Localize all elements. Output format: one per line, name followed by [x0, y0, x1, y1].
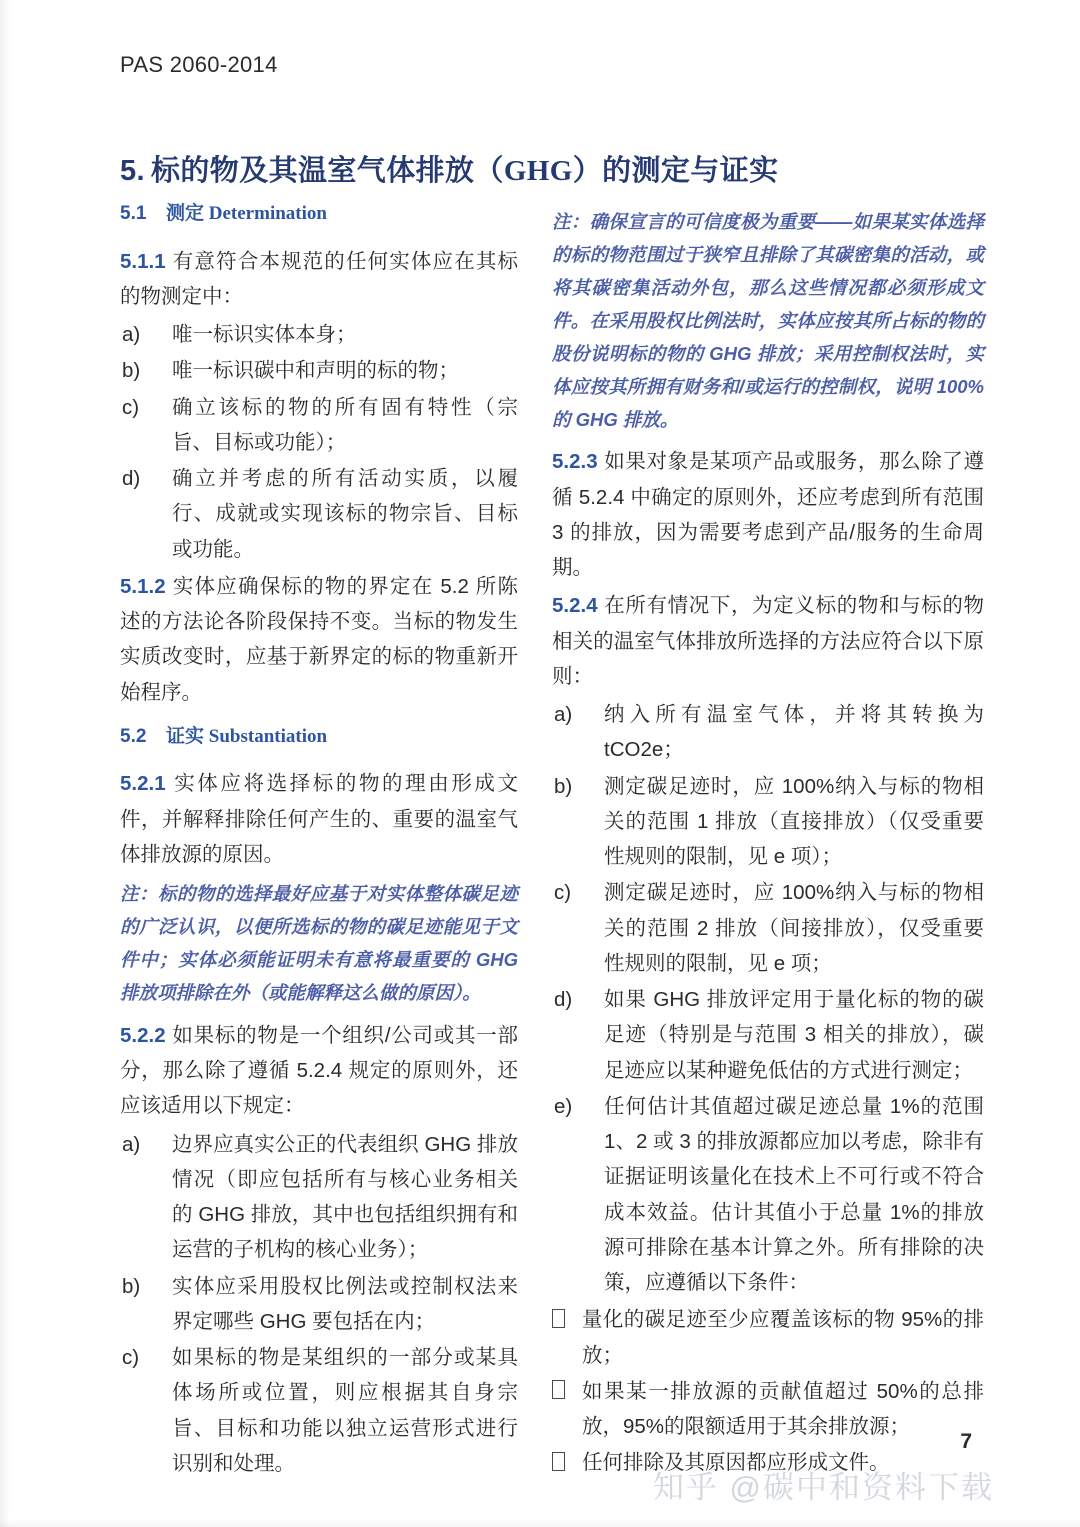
paragraph-number: 5.1.1: [120, 249, 166, 273]
running-head: PAS 2060-2014: [120, 52, 278, 77]
list-item-text: 任何估计其值超过碳足迹总量 1%的范围 1、2 或 3 的排放源都应加以考虑，除非有证据证明该量化在技术上不可行或不符合成本效益。估计其值小于总量 1%的排放源可排除在基本计算之外。所有排除的决策，应遵循以下条件：: [604, 1094, 984, 1295]
list-item: [552, 769, 984, 875]
list-item-text: 边界应真实公正的代表组织 GHG 排放情况（即应包括所有与核心业务相关的 GHG 排放，其中也包括组织拥有和运营的子机构的核心业务）；: [172, 1132, 518, 1262]
chapter-number: 5.: [120, 155, 145, 188]
list-item-text: 唯一标识实体本身；: [172, 323, 357, 347]
list-marker: c): [122, 1346, 140, 1370]
section-title-en-text: Substantiation: [208, 725, 328, 747]
section-number: 5.2: [120, 725, 147, 747]
list-marker: a): [122, 1132, 141, 1156]
list-item: [120, 461, 518, 567]
list-5-1-1: [120, 317, 518, 567]
chapter-title-after: ）的测定与证实: [572, 155, 779, 188]
list-marker: c): [122, 395, 140, 419]
list-marker: b): [554, 774, 573, 798]
two-column-body: [0, 200, 1080, 1483]
chapter-title-before: 标的物及其温室气体排放（: [151, 155, 504, 188]
paragraph-text: 在所有情况下，为定义标的物和与标的物相关的温室气体排放所选择的方法应符合以下原则：: [552, 594, 984, 688]
list-item-text: 实体应采用股权比例法或控制权法来界定哪些 GHG 要包括在内；: [172, 1274, 518, 1333]
paragraph-number: 5.2.3: [552, 450, 598, 474]
list-5-2-2: [120, 1127, 518, 1482]
tofu-box-icon: [552, 1452, 565, 1471]
paragraph-text: 实体应将选择标的物的理由形成文件，并解释排除任何产生的、重要的温室气体排放源的原因。: [120, 772, 518, 866]
list-item: [120, 1340, 518, 1481]
paragraph-number: 5.2.2: [120, 1023, 166, 1047]
list-marker: a): [122, 323, 141, 347]
list-item: [552, 982, 984, 1088]
tofu-box-icon: [552, 1309, 565, 1328]
note-5-2-1: 注：标的物的选择最好应基于对实体整体碳足迹的广泛认识，以便所选标的物的碳足迹能见于文件中；实体必须能证明未有意将最重要的 GHG 排放项排除在外（或能解释这么做的原因）。: [120, 883, 518, 1003]
paragraph-5-2-2: [120, 1018, 518, 1124]
list-item: [552, 697, 984, 768]
list-marker: a): [554, 703, 573, 727]
list-item-text: 测定碳足迹时，应 100%纳入与标的物相关的范围 1 排放（直接排放）（仅受重要性规则的限制，见 e 项）；: [604, 774, 984, 869]
list-item: [120, 390, 518, 461]
list-item-text: 如果标的物是某组织的一部分或某具体场所或位置，则应根据其自身宗旨、目标和功能以独立运营形式进行识别和处理。: [172, 1346, 518, 1475]
list-marker: b): [122, 359, 141, 383]
sublist-5-2-4-e: [552, 1302, 984, 1480]
section-title-cn: 证实: [166, 725, 205, 747]
list-marker: b): [122, 1274, 141, 1298]
section-number: 5.1: [120, 203, 147, 224]
paragraph-text: 实体应确保标的物的界定在 5.2 所陈述的方法论各阶段保持不变。当标的物发生实质改变时，应基于新界定的标的物重新开始程序。: [120, 574, 518, 704]
list-item: [120, 1127, 518, 1268]
note-top: 注：确保宣言的可信度极为重要——如果某实体选择的标的物范围过于狭窄且排除了其碳密集的活动，或将其碳密集活动外包，那么这些情况都必须形成文件。在采用股权比例法时，实体应按其所占标的物的股份说明标的物的 GHG 排放；采用控制权法时，实体应按其所拥有财务和/或运行的控制权，说明 100%的 GHG 排放。: [552, 211, 984, 430]
section-heading-5-2: [120, 723, 518, 751]
chapter-title-ghg: GHG: [503, 155, 573, 188]
paragraph-text: 如果对象是某项产品或服务，那么除了遵循 5.2.4 中确定的原则外，还应考虑到所有范围 3 的排放，因为需要考虑到产品/服务的生命周期。: [552, 450, 984, 580]
watermark: 知乎 @碳中和资料下载: [652, 1470, 994, 1505]
list-item-text: 量化的碳足迹至少应覆盖该标的物 95%的排放；: [582, 1308, 984, 1367]
list-marker: c): [554, 881, 572, 905]
list-item: [552, 1302, 984, 1373]
list-marker: d): [554, 988, 573, 1012]
paragraph-text: 如果标的物是一个组织/公司或其一部分，那么除了遵循 5.2.4 规定的原则外，还应该适用以下规定：: [120, 1023, 518, 1118]
paragraph-number: 5.2.1: [120, 772, 166, 796]
paragraph-5-2-3: [552, 444, 984, 585]
list-marker: d): [122, 467, 141, 491]
paragraph-number: 5.2.4: [552, 594, 598, 618]
paragraph-5-2-4: [552, 588, 984, 694]
section-title-en-text: Determination: [208, 203, 327, 224]
page-number: 7: [960, 1430, 972, 1453]
list-item-text: 任何排除及其原因都应形成文件。: [582, 1451, 890, 1475]
list-item: [120, 1269, 518, 1340]
paragraph-5-2-1: [120, 766, 518, 872]
list-marker: e): [554, 1094, 573, 1118]
list-item-text: 确立并考虑的所有活动实质，以履行、成就或实现该标的物宗旨、目标或功能。: [172, 467, 518, 561]
list-item: [552, 1089, 984, 1301]
left-column: [0, 200, 540, 1483]
list-item-text: 唯一标识碳中和声明的标的物；: [172, 359, 459, 383]
list-item: [120, 353, 518, 388]
list-item: [552, 875, 984, 981]
spacer: [120, 713, 518, 723]
list-item-text: 测定碳足迹时，应 100%纳入与标的物相关的范围 2 排放（间接排放），仅受重要性规则的限制，见 e 项；: [604, 881, 984, 975]
list-item-text: 如果某一排放源的贡献值超过 50%的总排放，95%的限额适用于其余排放源；: [582, 1379, 984, 1439]
paragraph-5-1-2: [120, 569, 518, 710]
paragraph-text: 有意符合本规范的任何实体应在其标的物测定中：: [120, 249, 518, 308]
right-column: [540, 200, 1080, 1483]
paragraph-5-1-1: [120, 244, 518, 315]
paragraph-number: 5.1.2: [120, 574, 166, 598]
tofu-box-icon: [552, 1380, 565, 1399]
chapter-title: [120, 148, 980, 189]
list-item: [120, 317, 518, 352]
section-title-cn: 测定: [166, 203, 205, 224]
list-item-text: 确立该标的物的所有固有特性（宗旨、目标或功能）；: [172, 395, 518, 454]
list-item-text: 如果 GHG 排放评定用于量化标的物的碳足迹（特别是与范围 3 相关的排放），碳足迹应以某种避免低估的方式进行测定；: [604, 988, 984, 1082]
list-5-2-4: [552, 697, 984, 1300]
section-heading-5-1: [120, 200, 518, 228]
list-item-text: 纳入所有温室气体，并将其转换为 tCO2e；: [604, 703, 984, 762]
list-item: [552, 1374, 984, 1445]
